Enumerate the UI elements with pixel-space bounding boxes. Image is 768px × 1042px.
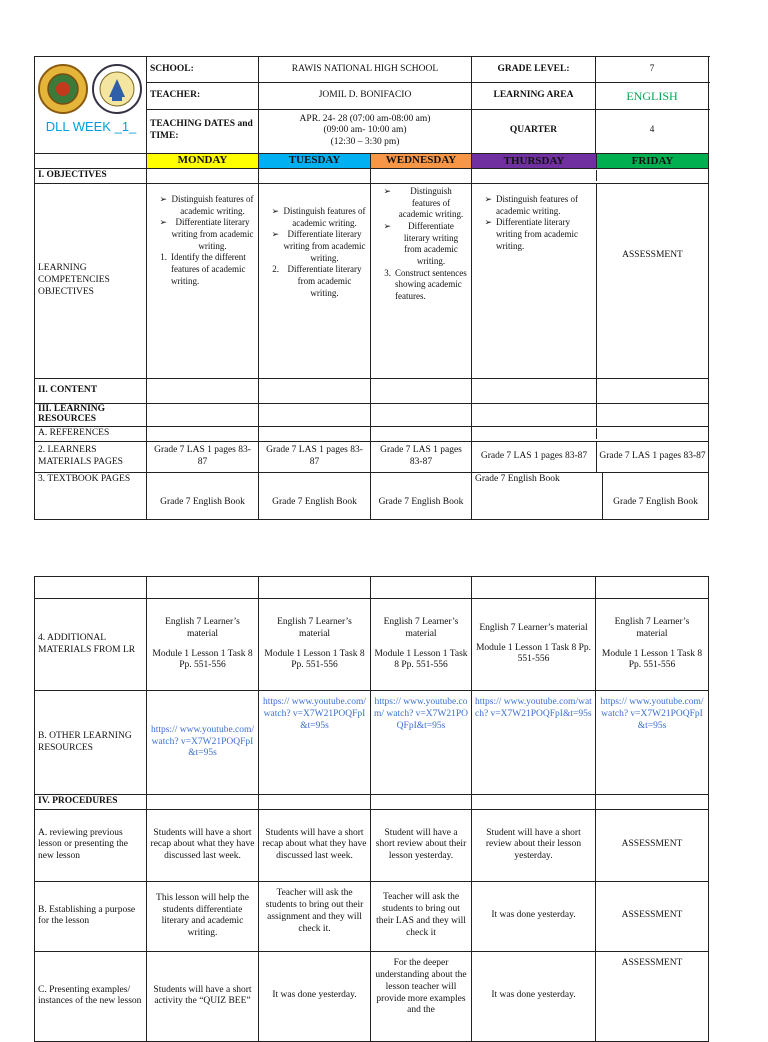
additional-tuesday: English 7 Learner’s material Module 1 Lesson 1 Task 8 Pp. 551-556: [259, 599, 371, 691]
learning-area-label: LEARNING AREA: [472, 83, 596, 109]
competencies-thu-fri: [472, 183, 709, 378]
other-resource-link-thursday[interactable]: https:// www.youtube.com/watch? v=X7W21POQFpI&t=95s: [472, 691, 596, 795]
other-resource-link-tuesday[interactable]: https:// www.youtube.com/ watch? v=X7W21POQFpI&t=95s: [259, 691, 371, 795]
proc-a-thursday: Student will have a short review about their lesson yesterday.: [472, 809, 596, 881]
grade-level-label: GRADE LEVEL:: [472, 57, 596, 83]
proc-b-thursday: It was done yesterday.: [472, 881, 596, 951]
proc-b-tuesday: Teacher will ask the students to bring out their assignment and they will check it.: [259, 881, 371, 951]
dll-table-1: [34, 56, 709, 520]
proc-a-wednesday: Student will have a short review about their lesson yesterday.: [371, 809, 472, 881]
additional-thursday: English 7 Learner’s material Module 1 Lesson 1 Task 8 Pp. 551-556: [472, 599, 596, 691]
teaching-dates: [259, 109, 472, 153]
proc-a-monday: Students will have a short recap about what they have discussed last week.: [147, 809, 259, 881]
learners-label: 2. LEARNERS MATERIALS PAGES: [35, 441, 147, 472]
proc-c-tuesday: It was done yesterday.: [259, 951, 371, 1041]
competencies-label: LEARNING COMPETENCIES OBJECTIVES: [35, 183, 147, 378]
textbook-thu-fri: [472, 472, 709, 519]
competencies-monday: ➢ Distinguish features of academic writing. ➢ Differentiate literary writing from academic writing. 1. Identify the different features of academic writing.: [147, 183, 259, 378]
other-resource-link-wednesday[interactable]: https:// www.youtube.com/ watch? v=X7W21POQFpI&t=95s: [371, 691, 472, 795]
day-tuesday: TUESDAY: [259, 154, 371, 169]
textbook-friday: Grade 7 English Book: [602, 473, 708, 519]
textbook-monday: Grade 7 English Book: [147, 472, 259, 519]
additional-friday: English 7 Learner’s material Module 1 Lesson 1 Task 8 Pp. 551-556: [596, 599, 709, 691]
procedures-label: IV. PROCEDURES: [35, 795, 147, 810]
learning-area-value: ENGLISH: [596, 83, 709, 109]
dates-line-1: APR. 24- 28 (07:00 am-08:00 am): [299, 113, 431, 124]
days-spacer: [35, 154, 147, 169]
school-seal-logos: [35, 59, 147, 119]
proc-c-label: C. Presenting examples/ instances of the new lesson: [35, 951, 147, 1041]
proc-b-monday: This lesson will help the students differentiate literary and academic writing.: [147, 881, 259, 951]
proc-b-label: B. Establishing a purpose for the lesson: [35, 881, 147, 951]
proc-c-friday: ASSESSMENT: [596, 951, 709, 1041]
dll-table-2: [34, 576, 709, 1042]
proc-b-wednesday: Teacher will ask the students to bring out their LAS and they will check it: [371, 881, 472, 951]
competencies-wednesday: ➢ Distinguish features of academic writing. ➢ Differentiate literary writing from academic writing. 3. Construct sentences showing academic features.: [371, 183, 472, 378]
dll-week-title: DLL WEEK _1_: [45, 119, 137, 134]
day-wednesday: WEDNESDAY: [371, 154, 472, 169]
textbook-thursday: Grade 7 English Book: [475, 473, 560, 484]
additional-wednesday: English 7 Learner’s material Module 1 Lesson 1 Task 8 Pp. 551-556: [371, 599, 472, 691]
teacher-name: JOMIL D. BONIFACIO: [259, 83, 472, 109]
competencies-tuesday: ➢ Distinguish features of academic writing. ➢ Differentiate literary writing from academic writing. 2. Differentiate literary from academic writing.: [259, 183, 371, 378]
other-resource-link-monday[interactable]: https:// www.youtube.com/ watch? v=X7W21POQFpI&t=95s: [147, 691, 259, 795]
quarter-label: QUARTER: [472, 109, 596, 153]
proc-a-friday: ASSESSMENT: [596, 809, 709, 881]
proc-c-monday: Students will have a short activity the “QUIZ BEE”: [147, 951, 259, 1041]
day-monday: MONDAY: [147, 154, 259, 169]
logo-cell: [35, 57, 147, 154]
learners-tuesday: Grade 7 LAS 1 pages 83-87: [259, 441, 371, 472]
proc-b-friday: ASSESSMENT: [596, 881, 709, 951]
teaching-dates-label: TEACHING DATES and TIME:: [147, 109, 259, 153]
textbook-wednesday: Grade 7 English Book: [371, 472, 472, 519]
day-thursday: THURSDAY: [472, 154, 596, 168]
learners-monday: Grade 7 LAS 1 pages 83-87: [147, 441, 259, 472]
additional-label: 4. ADDITIONAL MATERIALS FROM LR: [35, 599, 147, 691]
learners-thursday: Grade 7 LAS 1 pages 83-87: [480, 450, 588, 461]
content-label: II. CONTENT: [35, 378, 147, 403]
quarter-value: 4: [596, 109, 709, 153]
teacher-label: TEACHER:: [147, 83, 259, 109]
learners-friday: Grade 7 LAS 1 pages 83-87: [596, 442, 708, 472]
proc-a-tuesday: Students will have a short recap about what they have discussed last week.: [259, 809, 371, 881]
day-friday: FRIDAY: [596, 154, 708, 168]
competencies-thursday: ➢ Distinguish features of academic writing. ➢ Differentiate literary writing from academic writing.: [484, 193, 578, 251]
other-resource-link-friday[interactable]: https:// www.youtube.com/ watch? v=X7W21POQFpI&t=95s: [596, 691, 709, 795]
day-thu-fri: [472, 154, 709, 169]
learners-wednesday: Grade 7 LAS 1 pages 83-87: [371, 441, 472, 472]
dates-line-2: (09:00 am- 10:00 am): [323, 125, 407, 136]
learners-thu-fri: [472, 441, 709, 472]
other-resources-label: B. OTHER LEARNING RESOURCES: [35, 691, 147, 795]
textbook-tuesday: Grade 7 English Book: [259, 472, 371, 519]
proc-a-label: A. reviewing previous lesson or presenting the new lesson: [35, 809, 147, 881]
objectives-label: I. OBJECTIVES: [35, 169, 147, 184]
grade-level-value: 7: [596, 57, 709, 83]
proc-c-wednesday: For the deeper understanding about the lesson teacher will provide more examples and the: [371, 951, 472, 1041]
references-label: A. REFERENCES: [35, 426, 147, 441]
textbook-label: 3. TEXTBOOK PAGES: [35, 472, 147, 519]
school-name: RAWIS NATIONAL HIGH SCHOOL: [259, 57, 472, 83]
competencies-friday: ASSESSMENT: [596, 184, 708, 378]
school-label: SCHOOL:: [147, 57, 259, 83]
proc-c-thursday: It was done yesterday.: [472, 951, 596, 1041]
resources-label: III. LEARNING RESOURCES: [35, 403, 147, 426]
additional-monday: English 7 Learner’s material Module 1 Lesson 1 Task 8 Pp. 551-556: [147, 599, 259, 691]
dates-line-3: (12:30 – 3:30 pm): [330, 137, 400, 148]
